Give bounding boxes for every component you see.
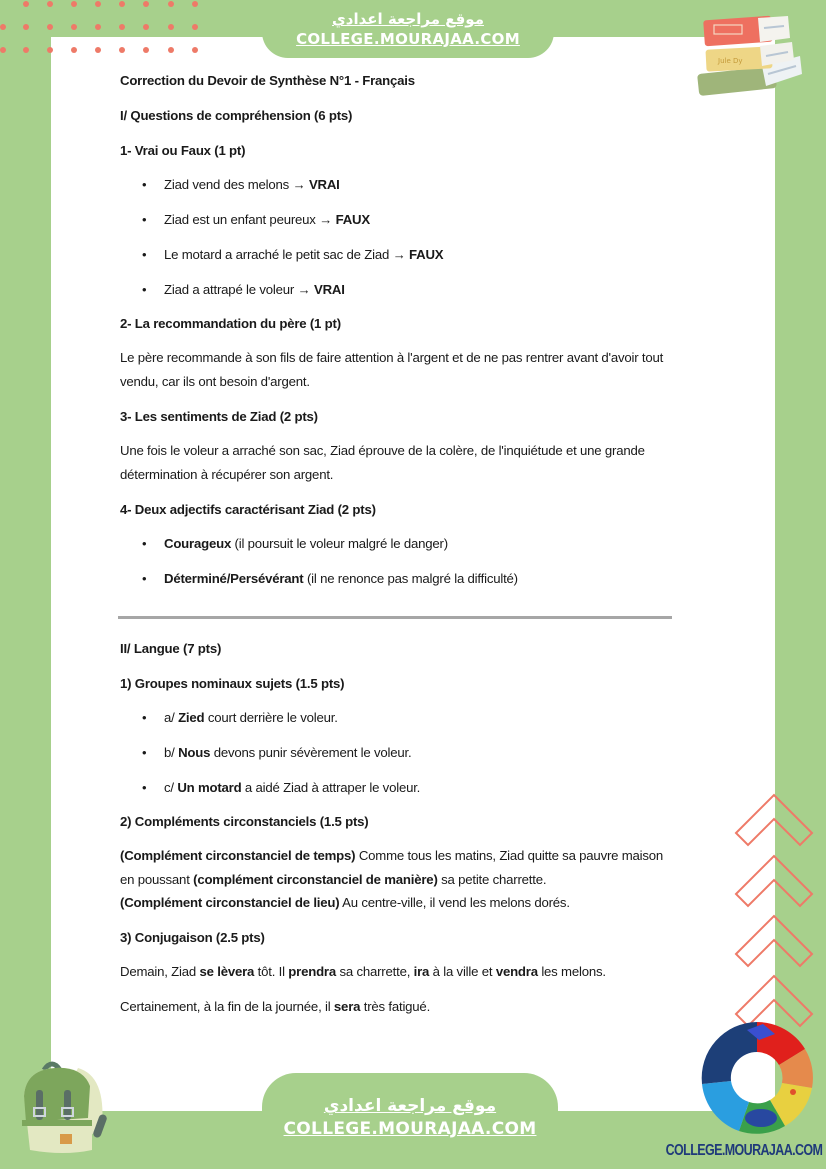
header-banner [262,0,554,58]
list-item: • Déterminé/Persévérant (il ne renonce pas malgré la difficulté) [120,570,680,605]
list-item: • c/ Un motard a aidé Ziad à attraper le voleur. [120,779,680,814]
question-2-heading: 2- La recommandation du père (1 pt) [120,316,341,331]
langue-question-3-heading: 3) Conjugaison (2.5 pts) [120,930,265,945]
question-2-answer: Le père recommande à son fils de faire attention à l'argent et de ne pas rentrer avant d'avoir tout vendu, car ils ont besoin d'argent. [120,350,664,389]
list-item: • Ziad a attrapé le voleur → VRAI [120,281,680,316]
subject-groups-list [120,709,680,814]
langue-question-2-heading: 2) Compléments circonstanciels (1.5 pts) [120,814,369,829]
section-divider [118,616,672,619]
chevron-up-icon [734,914,814,968]
question-1-heading: 1- Vrai ou Faux (1 pt) [120,143,246,158]
answer-badge: VRAI [314,282,345,297]
list-item: • b/ Nous devons punir sévèrement le voleur. [120,744,680,779]
footer-banner [262,1073,558,1169]
true-false-list [120,176,680,316]
section-2-heading: II/ Langue (7 pts) [120,641,222,656]
conjugation-line-1: Demain, Ziad se lèvera tôt. Il prendra sa charrette, ira à la ville et vendra les melons. [120,964,606,979]
langue-question-2-answer: (Complément circonstanciel de temps) Comme tous les matins, Ziad quitte sa pauvre maison en poussant (complément circonstanciel de manière) sa petite charrette. (Complément circonstanciel de lieu) Au centre-ville, il vend les melons dorés. [120,848,664,910]
adjectives-list [120,535,680,605]
list-item: • Ziad est un enfant peureux → FAUX [120,211,680,246]
svg-text:Jule Dy: Jule Dy [718,57,743,65]
answer-badge: FAUX [409,247,444,262]
backpack-icon [14,1056,112,1156]
footer-logo-text: COLLEGE.MOURAJAA.COM [665,1141,823,1159]
answer-badge: FAUX [335,212,370,227]
langue-question-1-heading: 1) Groupes nominaux sujets (1.5 pts) [120,676,345,691]
question-3-answer: Une fois le voleur a arraché son sac, Ziad éprouve de la colère, de l'inquiétude et une grande détermination à récupérer son argent. [120,443,645,482]
section-1-heading: I/ Questions de compréhension (6 pts) [120,108,353,123]
document-title: Correction du Devoir de Synthèse N°1 - Français [120,73,415,88]
school-subjects-wheel-icon [695,1020,819,1140]
list-item: • Ziad vend des melons → VRAI [120,176,680,211]
header-site-link[interactable]: COLLEGE.MOURAJAA.COM [296,30,520,48]
conjugation-line-2: Certainement, à la fin de la journée, il sera très fatigué. [120,999,431,1014]
header-arabic-title: موقع مراجعة اعدادي [332,10,484,28]
list-item: • Courageux (il poursuit le voleur malgré le danger) [120,535,680,570]
chevron-up-icon [734,854,814,908]
dot-pattern-decoration [0,0,210,60]
question-3-heading: 3- Les sentiments de Ziad (2 pts) [120,409,318,424]
answer-badge: VRAI [308,177,340,192]
books-stack-icon [692,12,804,96]
list-item: • Le motard a arraché le petit sac de Ziad → FAUX [120,246,680,281]
footer-site-link[interactable]: COLLEGE.MOURAJAA.COM [283,1119,537,1139]
list-item: • a/ Zied court derrière le voleur. [120,709,680,744]
footer-arabic-title: موقع مراجعة اعدادي [323,1096,497,1116]
chevron-up-icon [734,793,814,847]
question-4-heading: 4- Deux adjectifs caractérisant Ziad (2 pts) [120,502,376,517]
